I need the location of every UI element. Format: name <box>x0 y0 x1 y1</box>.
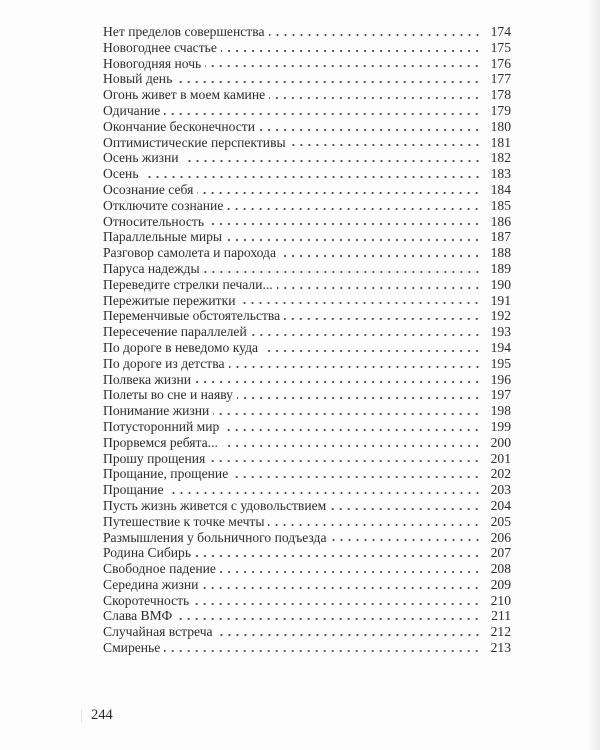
toc-entry-page: 184 <box>490 181 511 197</box>
dot-leader <box>269 33 482 37</box>
dot-leader <box>227 207 481 211</box>
toc-entry-title: Прорвемся ребята... <box>103 434 218 450</box>
dot-leader <box>195 554 481 558</box>
dot-leader <box>290 143 481 147</box>
toc-entry-page: 193 <box>490 324 511 340</box>
toc-entry-page: 204 <box>490 497 511 513</box>
dot-leader <box>237 396 481 400</box>
toc-entry <box>103 451 511 467</box>
toc-entry-title: Прощание, прощение <box>103 466 229 482</box>
toc-entry-title: Прошу прощения <box>103 450 206 466</box>
toc-entry <box>103 277 511 293</box>
toc-entry-title: Середина жизни <box>103 576 199 592</box>
toc-entry-page: 187 <box>490 229 511 245</box>
toc-entry <box>103 608 511 624</box>
toc-entry <box>103 119 511 135</box>
ghost-mark <box>81 709 90 723</box>
page-edge-shadow <box>586 0 600 750</box>
toc-entry <box>103 166 511 182</box>
toc-entry <box>103 214 511 230</box>
toc-entry-page: 213 <box>490 640 511 656</box>
toc-entry-title: Свободное падение <box>103 561 216 577</box>
toc-entry <box>103 403 511 419</box>
toc-entry-title: Новогоднее счастье <box>103 39 217 55</box>
toc-entry <box>103 135 511 151</box>
toc-entry-title: Новогодняя ночь <box>103 55 202 71</box>
toc-entry-page: 199 <box>490 418 511 434</box>
toc-entry-page: 174 <box>490 24 511 39</box>
toc-entry <box>103 640 511 656</box>
toc-entry <box>103 229 511 245</box>
toc-entry <box>103 56 511 72</box>
toc-entry <box>103 514 511 530</box>
toc-entry-title: Пусть жизнь живется с удовольствием <box>103 497 327 513</box>
toc-entry <box>103 356 511 372</box>
dot-leader <box>208 222 481 226</box>
toc-entry-title: Прощание <box>103 482 164 498</box>
toc-entry <box>103 372 511 388</box>
toc-entry-page: 196 <box>490 371 511 387</box>
toc-entry-page: 190 <box>490 276 511 292</box>
dot-leader <box>205 64 481 68</box>
dot-leader <box>213 412 481 416</box>
toc-entry <box>103 308 511 324</box>
dot-leader <box>262 349 481 353</box>
toc-entry <box>103 150 511 166</box>
dot-leader <box>221 49 481 53</box>
dot-leader <box>202 586 481 590</box>
dot-leader <box>195 380 481 384</box>
dot-leader <box>284 317 481 321</box>
toc-entry-page: 194 <box>490 339 511 355</box>
toc-entry <box>103 545 511 561</box>
toc-entry-page: 212 <box>490 624 511 640</box>
toc-entry <box>103 419 511 435</box>
toc-entry <box>103 577 511 593</box>
toc-entry-page: 180 <box>490 118 511 134</box>
dot-leader <box>331 538 482 542</box>
toc-entry <box>103 561 511 577</box>
toc-entry <box>103 40 511 56</box>
toc-entry-page: 200 <box>490 434 511 450</box>
toc-entry <box>103 530 511 546</box>
toc-entry-page: 205 <box>490 513 511 529</box>
toc-entry-title: Новый день <box>103 71 173 87</box>
toc-entry-page: 188 <box>490 245 511 261</box>
toc-entry-title: Разговор самолета и парохода <box>103 245 276 261</box>
toc-entry-title: Смиренье <box>103 640 161 656</box>
toc-entry-title: Огонь живет в моем камине <box>103 87 266 103</box>
toc-entry-page: 175 <box>490 39 511 55</box>
toc-entry <box>103 624 511 640</box>
toc-entry-title: Путешествие к точке мечты <box>103 513 265 529</box>
toc-entry-page: 191 <box>490 292 511 308</box>
dot-leader <box>269 96 481 100</box>
toc-entry-page: 197 <box>490 387 511 403</box>
dot-leader <box>259 128 481 132</box>
toc-entry-page: 178 <box>490 87 511 103</box>
dot-leader <box>280 254 481 258</box>
toc-entry-title: По дороге из детства <box>103 355 225 371</box>
toc-entry-page: 210 <box>490 592 511 608</box>
dot-leader <box>197 191 481 195</box>
toc-entry-page: 182 <box>490 150 511 166</box>
toc-entry-page: 179 <box>490 102 511 118</box>
toc-entry <box>103 324 511 340</box>
toc-entry-page: 201 <box>490 450 511 466</box>
toc-entry <box>103 245 511 261</box>
dot-leader <box>193 602 481 606</box>
toc-entry-title: Параллельные миры <box>103 229 223 245</box>
toc-entry-title: По дороге в неведомо куда <box>103 339 259 355</box>
dot-leader <box>226 238 481 242</box>
dot-leader <box>183 159 481 163</box>
toc-entry-title: Случайная встреча <box>103 624 213 640</box>
toc-entry <box>103 593 511 609</box>
toc-entry <box>103 340 511 356</box>
toc-entry <box>103 466 511 482</box>
dot-leader <box>176 617 481 621</box>
toc-entry-title: Понимание жизни <box>103 403 210 419</box>
dot-leader <box>220 570 481 574</box>
toc-entry-title: Отключите сознание <box>103 197 224 213</box>
toc-entry-title: Скоротечность <box>103 592 190 608</box>
dot-leader <box>232 475 481 479</box>
toc-entry <box>103 482 511 498</box>
dot-leader <box>209 459 481 463</box>
toc-entry-page: 183 <box>490 166 511 182</box>
page-number: 244 <box>91 707 113 723</box>
toc-entry <box>103 261 511 277</box>
dot-leader <box>229 365 482 369</box>
toc-entry-title: Одичание <box>103 102 161 118</box>
toc-entry-page: 203 <box>490 482 511 498</box>
toc-entry-title: Паруса надежды <box>103 260 200 276</box>
toc-entry-page: 189 <box>490 260 511 276</box>
toc-entry-title: Относительность <box>103 213 205 229</box>
toc-entry <box>103 182 511 198</box>
toc-entry-title: Окончание бесконечности <box>103 118 255 134</box>
toc-entry-title: Размышления у больничного подъезда <box>103 529 327 545</box>
dot-leader <box>277 286 481 290</box>
toc-entry-page: 192 <box>490 308 511 324</box>
toc-entry <box>103 103 511 119</box>
toc-entry <box>103 498 511 514</box>
toc-entry <box>103 387 511 403</box>
toc-entry-page: 185 <box>490 197 511 213</box>
dot-leader <box>268 523 481 527</box>
dot-leader <box>143 175 481 179</box>
toc-entry <box>103 198 511 214</box>
toc-entry <box>103 87 511 103</box>
toc-entry-page: 177 <box>490 71 511 87</box>
toc-entry-title: Переведите стрелки печали... <box>103 276 273 292</box>
table-of-contents <box>103 24 511 656</box>
toc-entry-title: Осознание себя <box>103 181 194 197</box>
toc-entry-page: 211 <box>491 608 511 624</box>
dot-leader <box>204 270 481 274</box>
dot-leader <box>164 649 481 653</box>
toc-entry-page: 202 <box>490 466 511 482</box>
toc-entry-page: 186 <box>490 213 511 229</box>
toc-entry-page: 198 <box>490 403 511 419</box>
toc-entry-title: Осень жизни <box>103 150 179 166</box>
toc-entry-title: Пересечение параллелей <box>103 324 247 340</box>
dot-leader <box>223 428 481 432</box>
toc-entry-page: 181 <box>490 134 511 150</box>
dot-leader <box>330 507 481 511</box>
toc-entry-page: 176 <box>490 55 511 71</box>
toc-entry-page: 207 <box>490 545 511 561</box>
toc-entry <box>103 293 511 309</box>
dot-leader <box>251 333 481 337</box>
dot-leader <box>168 491 482 495</box>
toc-entry-page: 208 <box>490 561 511 577</box>
dot-leader <box>217 633 481 637</box>
toc-entry-page: 209 <box>490 576 511 592</box>
toc-entry-title: Полеты во сне и наяву <box>103 387 233 403</box>
toc-entry-title: Оптимистические перспективы <box>103 134 286 150</box>
toc-entry-title: Осень <box>103 166 139 182</box>
toc-entry-title: Пережитые пережитки <box>103 292 236 308</box>
toc-entry <box>103 24 511 40</box>
toc-entry-page: 195 <box>490 355 511 371</box>
toc-entry <box>103 435 511 451</box>
toc-entry-title: Полвека жизни <box>103 371 192 387</box>
toc-entry-title: Слава ВМФ <box>103 608 173 624</box>
toc-entry-title: Потусторонний мир <box>103 418 220 434</box>
toc-entry-page: 206 <box>490 529 511 545</box>
toc-entry-title: Нет пределов совершенства <box>103 24 265 39</box>
dot-leader <box>222 444 481 448</box>
toc-entry-title: Родина Сибирь <box>103 545 192 561</box>
dot-leader <box>239 301 481 305</box>
toc-entry-title: Переменчивые обстоятельства <box>103 308 281 324</box>
dot-leader <box>176 80 481 84</box>
dot-leader <box>164 112 481 116</box>
toc-entry <box>103 71 511 87</box>
